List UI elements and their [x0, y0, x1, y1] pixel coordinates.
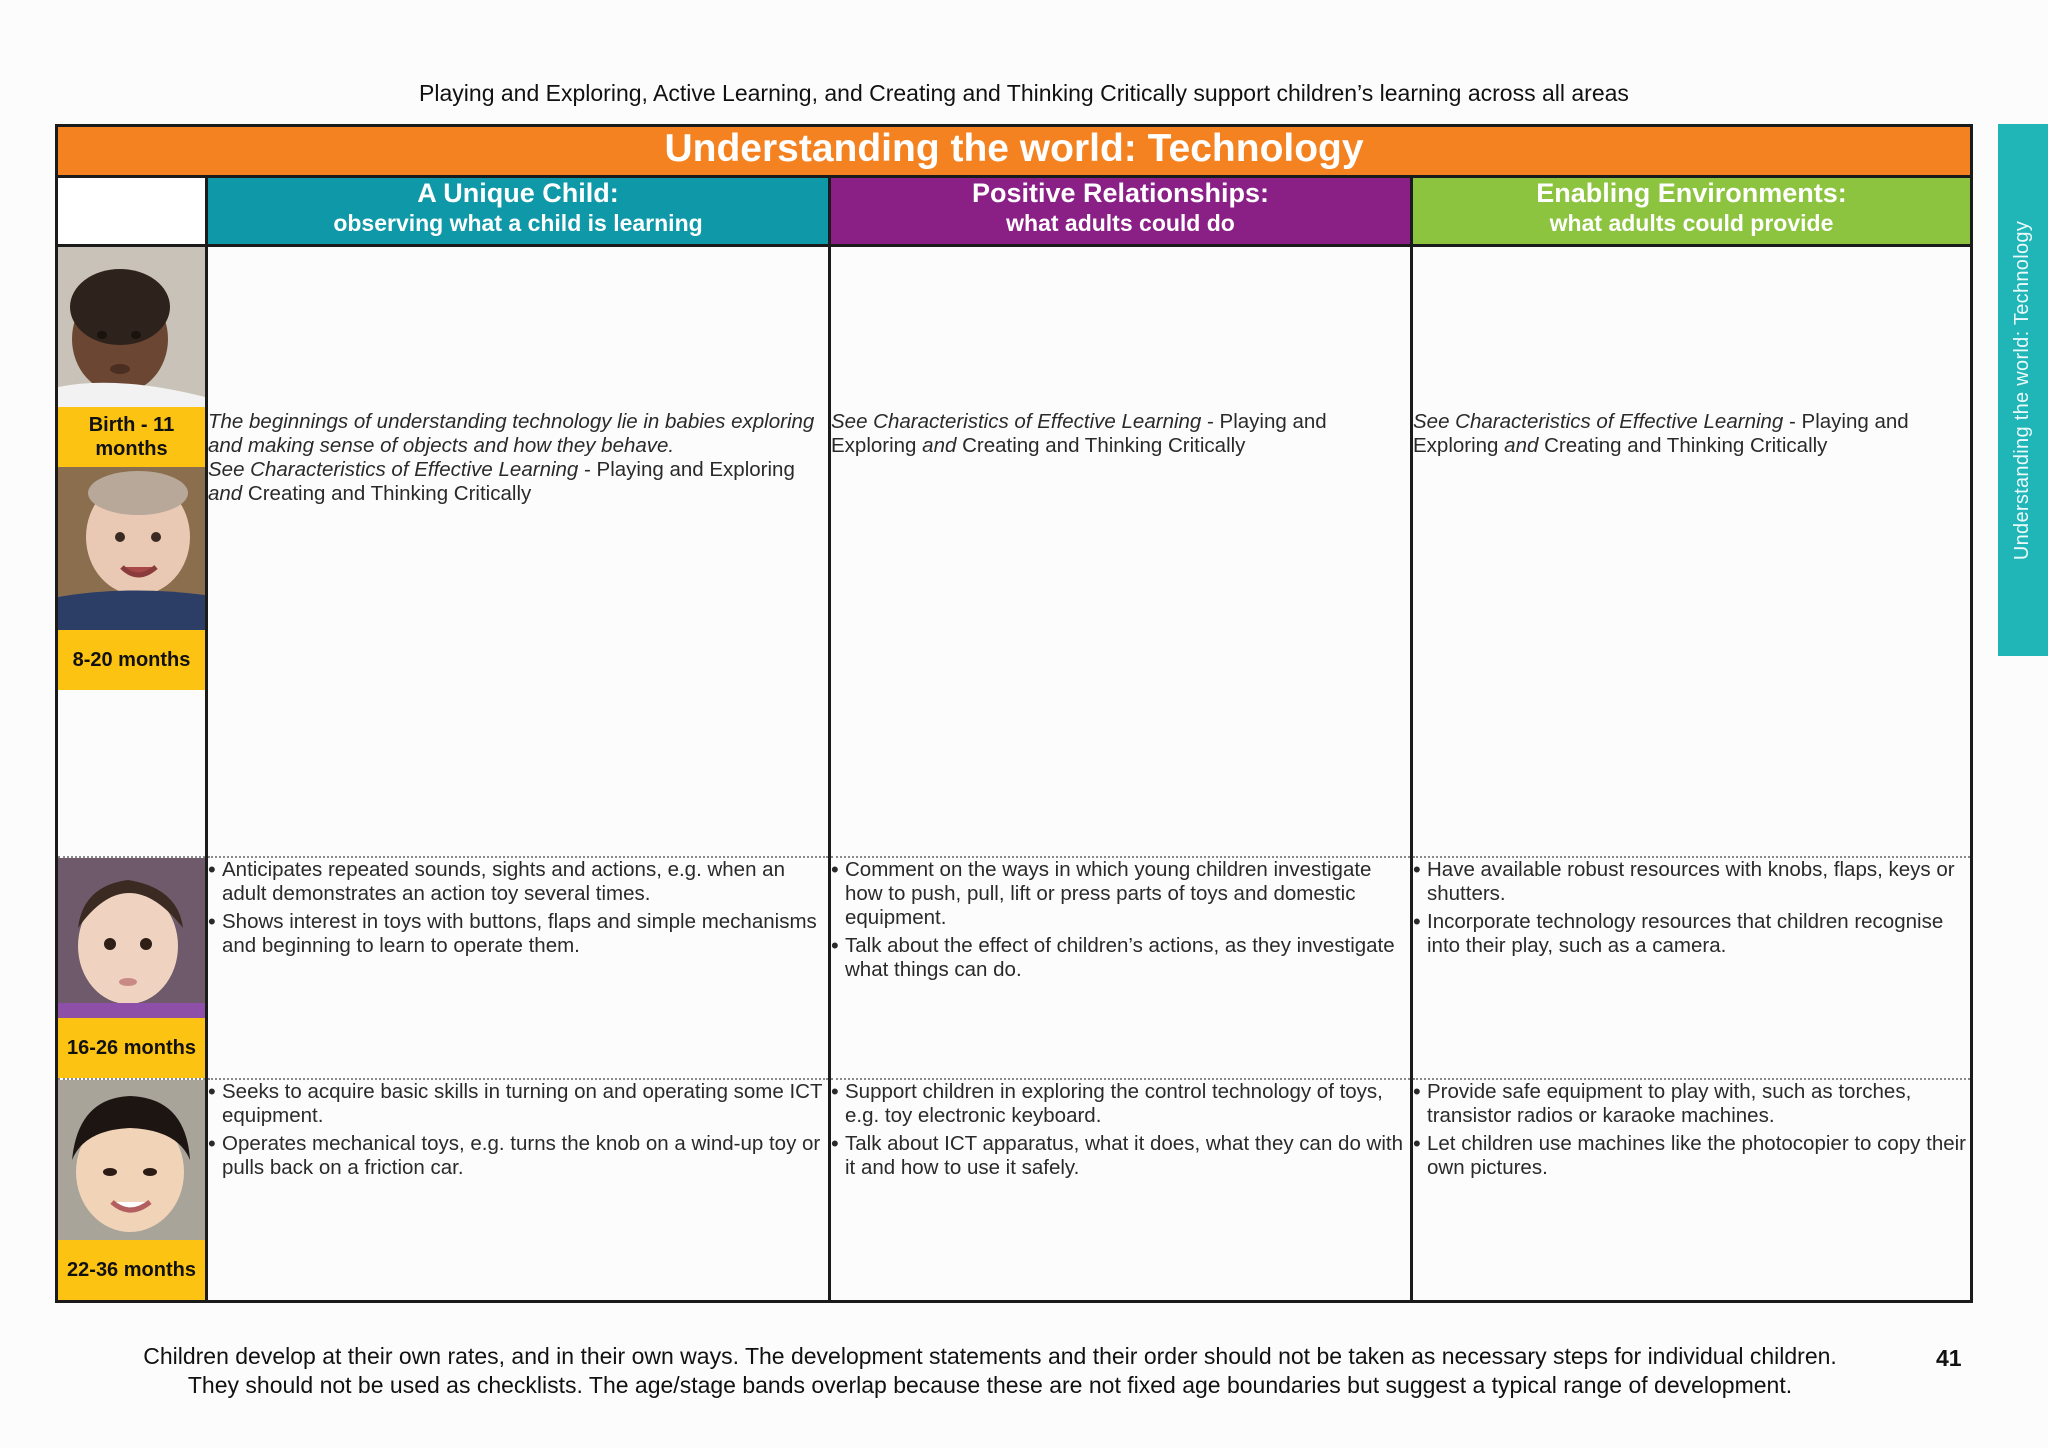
list-item: • Provide safe equipment to play with, such as torches, transistor radios or karaoke machines.	[1413, 1080, 1970, 1128]
see-reference: See Characteristics of Effective Learning	[208, 458, 579, 481]
cell-positive-relationships	[830, 857, 1412, 1079]
development-table	[55, 124, 1973, 1303]
baby-photo	[58, 467, 205, 630]
cell-enabling-environments	[1412, 857, 1972, 1079]
footer-line-1: Children develop at their own rates, and in their own ways. The development statements and their order should not be taken as necessary steps for individual children.	[143, 1343, 1837, 1369]
table-title: Understanding the world: Technology	[57, 126, 1972, 177]
and-text: and	[208, 482, 243, 505]
bullet-list	[1413, 858, 1970, 958]
and-text: and	[922, 434, 957, 457]
see-reference-end: Creating and Thinking Critically	[1538, 434, 1828, 457]
header-positive-relationships	[830, 177, 1412, 246]
see-reference-rest: - Playing and Exploring	[831, 410, 1327, 457]
intro-text: The beginnings of understanding technology lie in babies exploring and making sense of objects and how they behave.	[208, 410, 815, 457]
cell-unique-child	[207, 246, 830, 858]
header-unique-child-subtitle: observing what a child is learning	[333, 210, 703, 236]
cell-enabling-environments	[1412, 246, 1972, 858]
see-reference-rest: - Playing and Exploring	[578, 458, 795, 481]
side-tab-label: Understanding the world: Technology	[2011, 220, 2034, 560]
baby-photo	[58, 247, 205, 407]
toddler-photo	[58, 858, 205, 1018]
top-note: Playing and Exploring, Active Learning, and Creating and Thinking Critically support children’s learning across all areas	[419, 80, 1629, 106]
list-item: • Shows interest in toys with buttons, flaps and simple mechanisms and beginning to learn to operate them.	[208, 910, 828, 958]
header-enabling-environments	[1412, 177, 1972, 246]
footer-line-2: They should not be used as checklists. The age/stage bands overlap because these are not fixed age boundaries but suggest a typical range of development.	[187, 1372, 1793, 1398]
list-item: • Have available robust resources with knobs, flaps, keys or shutters.	[1413, 858, 1970, 906]
age-cell	[57, 857, 207, 1079]
table-row	[57, 1079, 1972, 1302]
footer-note	[70, 1342, 1910, 1400]
header-positive-relationships-title: Positive Relationships:	[971, 178, 1270, 208]
side-tab	[1998, 124, 2048, 656]
cell-positive-relationships	[830, 246, 1412, 858]
see-reference: See Characteristics of Effective Learning	[831, 410, 1202, 433]
see-reference-rest: - Playing and Exploring	[1413, 410, 1909, 457]
list-item: • Comment on the ways in which young children investigate how to push, pull, lift or press parts of toys and domestic equipment.	[831, 858, 1410, 930]
list-item: • Seeks to acquire basic skills in turning on and operating some ICT equipment.	[208, 1080, 828, 1128]
age-cell	[57, 246, 207, 858]
see-reference-end: Creating and Thinking Critically	[242, 482, 532, 505]
list-item: • Talk about the effect of children’s actions, as they investigate what things can do.	[831, 934, 1410, 982]
header-unique-child-title: A Unique Child:	[417, 178, 619, 208]
column-headers	[57, 177, 1972, 246]
list-item: • Talk about ICT apparatus, what it does, what they can do with it and how to use it safely.	[831, 1132, 1410, 1180]
table-row	[57, 857, 1972, 1079]
table-row	[57, 246, 1972, 858]
age-label: Birth - 11 months	[58, 407, 205, 467]
header-unique-child	[207, 177, 830, 246]
age-label: 22-36 months	[58, 1240, 205, 1300]
bullet-list	[831, 858, 1410, 982]
list-item: • Operates mechanical toys, e.g. turns the knob on a wind-up toy or pulls back on a friction car.	[208, 1132, 828, 1180]
list-item: • Incorporate technology resources that children recognise into their play, such as a camera.	[1413, 910, 1970, 958]
age-label: 16-26 months	[58, 1018, 205, 1078]
age-label: 8-20 months	[58, 630, 205, 690]
list-item: • Support children in exploring the control technology of toys, e.g. toy electronic keyboard.	[831, 1080, 1410, 1128]
cell-unique-child	[207, 1079, 830, 1302]
cell-enabling-environments	[1412, 1079, 1972, 1302]
see-reference: See Characteristics of Effective Learning	[1413, 410, 1784, 433]
header-enabling-environments-subtitle: what adults could provide	[1549, 210, 1834, 236]
child-photo	[58, 1080, 205, 1240]
and-text: and	[1504, 434, 1539, 457]
age-cell	[57, 1079, 207, 1302]
see-reference-end: Creating and Thinking Critically	[956, 434, 1246, 457]
list-item: • Let children use machines like the photocopier to copy their own pictures.	[1413, 1132, 1970, 1180]
cell-positive-relationships	[830, 1079, 1412, 1302]
bullet-list	[208, 858, 828, 958]
cell-unique-child	[207, 857, 830, 1079]
age-column-header	[57, 177, 207, 246]
bullet-list	[208, 1080, 828, 1180]
bullet-list	[831, 1080, 1410, 1180]
header-enabling-environments-title: Enabling Environments:	[1536, 178, 1847, 208]
page-number: 41	[1936, 1345, 1962, 1371]
list-item: • Anticipates repeated sounds, sights and actions, e.g. when an adult demonstrates an action toy several times.	[208, 858, 828, 906]
bullet-list	[1413, 1080, 1970, 1180]
header-positive-relationships-subtitle: what adults could do	[1006, 210, 1235, 236]
